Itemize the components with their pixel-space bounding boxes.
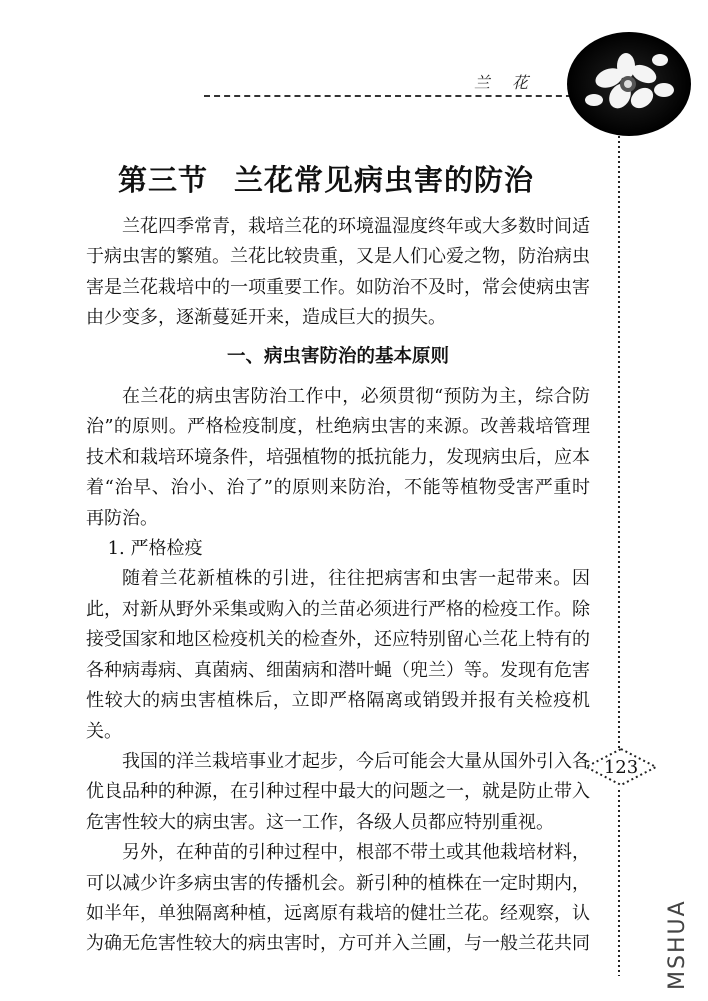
page-number: 123	[603, 756, 639, 778]
import-paragraph: 我国的洋兰栽培事业才起步，今后可能会大量从国外引入各优良品种的种源，在引种过程中最大的问题之一，就是防止带入危害性较大的病虫害。这一工作，各级人员都应特别重视。	[86, 750, 590, 833]
dotted-chain-ornament	[615, 136, 623, 976]
section-title	[118, 158, 538, 199]
subheading: 一、病虫害防治的基本原则	[226, 345, 449, 367]
body-text	[86, 212, 590, 960]
section-number: 第三节	[118, 163, 209, 197]
principle-paragraph: 在兰花的病虫害防治工作中，必须贯彻“预防为主，综合防治”的原则。严格检疫制度，杜绝病虫害的来源。改善栽培管理技术和栽培环境条件，培强植物的抵抗能力，发现病虫后，应本着“治早、治小、治了”的原则来防治，不能等植物受害严重时再防治。	[86, 386, 590, 529]
watermark: MSHUA	[665, 899, 690, 990]
header-rule	[204, 95, 582, 97]
quarantine-paragraph: 随着兰花新植株的引进，往往把病害和虫害一起带来。因此，对新从野外采集或购入的兰苗必须进行严格的检疫工作。除接受国家和地区检疫机关的检查外，还应特别留心兰花上特有的各种病毒病、真菌病、细菌病和潜叶蝇（兜兰）等。发现有危害性较大的病虫害植株后，立即严格隔离或销毁并报有关检疫机关。	[86, 568, 590, 742]
running-title: 兰花	[474, 73, 551, 92]
page-number-badge	[584, 748, 658, 786]
section-heading: 兰花常见病虫害的防治	[234, 163, 535, 197]
isolation-paragraph: 另外，在种苗的引种过程中，根部不带土或其他栽培材料，可以减少许多病虫害的传播机会。新引种的植株在一定时期内，如半年，单独隔离种植，远离原有栽培的健壮兰花。经观察，认为确无危害性较大的病虫害时，方可并入兰圃，与一般兰花共同	[86, 842, 590, 955]
intro-paragraph: 兰花四季常青，栽培兰花的环境温湿度终年或大多数时间适于病虫害的繁殖。兰花比较贵重，又是人们心爱之物，防治病虫害是兰花栽培中的一项重要工作。如防治不及时，常会使病虫害由少变多，逐渐蔓延开来，造成巨大的损失。	[86, 216, 590, 329]
item-title: 1. 严格检疫	[107, 538, 203, 560]
flower-photo-icon	[564, 30, 694, 138]
